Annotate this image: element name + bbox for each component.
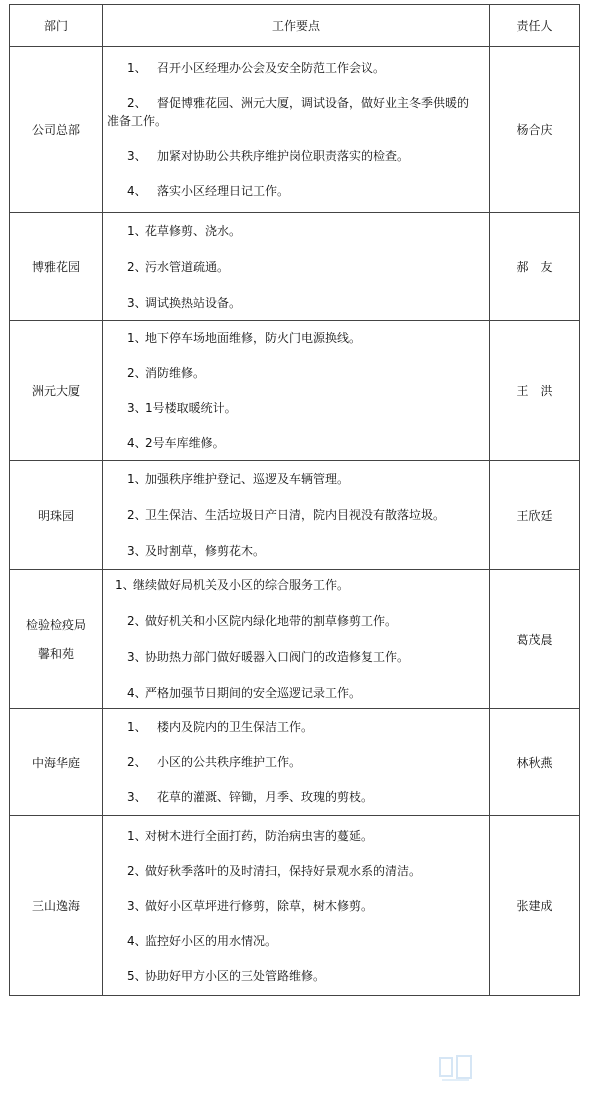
task-item (103, 147, 483, 165)
task-text: 落实小区经理日记工作。 (157, 184, 290, 198)
task-number: 2、 (127, 614, 147, 628)
task-text: 协助热力部门做好暖器入口阀门的改造修复工作。 (145, 650, 410, 664)
tasks-cell (103, 321, 490, 461)
task-item (103, 932, 483, 950)
task-number: 3、 (127, 295, 147, 310)
task-text: 消防维修。 (145, 366, 206, 380)
task-number: 3、 (127, 544, 147, 558)
task-text: 做好秋季落叶的及时清扫，保持好景观水系的清洁。 (145, 863, 422, 878)
task-text: 做好小区草坪进行修剪，除草，树木修剪。 (145, 898, 374, 913)
task-item (103, 967, 483, 985)
tasks-cell (103, 709, 490, 816)
work-plan-table (9, 4, 580, 996)
tasks-cell (103, 213, 490, 321)
dept-name: 中海华庭 (31, 755, 80, 770)
person-cell: 葛茂晨 (490, 570, 580, 709)
task-item (103, 648, 483, 666)
task-number: 1、 (115, 578, 135, 592)
dept-cell (10, 461, 103, 570)
task-item (103, 364, 483, 382)
task-number: 1、 (127, 828, 147, 843)
dept-name: 检验检疫局 (25, 618, 86, 632)
task-item (103, 862, 483, 880)
tasks-cell (103, 47, 490, 213)
dept-cell (10, 709, 103, 816)
tasks-cell (103, 570, 490, 709)
task-number: 2、 (127, 96, 147, 110)
task-text: 小区的公共秩序维护工作。 (157, 755, 302, 769)
person-cell: 王欣廷 (490, 461, 580, 570)
dept-name: 明珠园 (37, 508, 74, 523)
task-item (103, 399, 483, 417)
task-text: 地下停车场地面维修，防火门电源换线。 (145, 331, 362, 345)
task-text: 卫生保洁、生活垃圾日产日清，院内目视没有散落垃圾。 (145, 508, 446, 522)
task-number: 2、 (127, 366, 147, 380)
task-number: 1、 (127, 61, 147, 75)
task-number: 4、 (127, 933, 147, 948)
task-number: 2、 (127, 259, 147, 274)
task-text: 继续做好局机关及小区的综合服务工作。 (133, 578, 350, 592)
table-row (10, 709, 580, 816)
table-row (10, 816, 580, 996)
task-text: 污水管道疏通。 (145, 259, 230, 274)
task-number: 4、 (127, 184, 147, 198)
task-number: 3、 (127, 149, 147, 163)
task-number: 2、 (127, 755, 147, 769)
table-row (10, 47, 580, 213)
task-text: 督促博雅花园、洲元大厦，调试设备，做好业主冬季供暖的 (157, 96, 470, 110)
task-item (103, 788, 483, 806)
task-number: 3、 (127, 650, 147, 664)
task-text-continued: 准备工作。 (107, 114, 168, 128)
task-text: 协助好甲方小区的三处管路维修。 (145, 968, 326, 983)
table-row (10, 321, 580, 461)
tasks-cell (103, 816, 490, 996)
task-number: 3、 (127, 401, 147, 415)
header-dept: 部门 (10, 5, 103, 47)
task-text: 加强秩序维护登记、巡逻及车辆管理。 (145, 472, 350, 486)
person-cell: 王 洪 (490, 321, 580, 461)
dept-name: 洲元大厦 (31, 384, 80, 398)
task-item (103, 94, 483, 112)
task-number: 4、 (127, 686, 147, 700)
watermark-logo (437, 1052, 475, 1084)
dept-name: 公司总部 (31, 123, 80, 137)
task-number: 2、 (127, 863, 147, 878)
task-item (103, 753, 483, 771)
person-cell: 张建成 (490, 816, 580, 996)
header-person: 责任人 (490, 5, 580, 47)
dept-name: 三山逸海 (31, 899, 80, 913)
task-number: 1、 (127, 331, 147, 345)
header-tasks: 工作要点 (103, 5, 490, 47)
task-item (103, 258, 483, 276)
dept-name: 馨和苑 (37, 647, 74, 661)
task-text: 及时割草，修剪花木。 (145, 544, 266, 558)
task-item (103, 612, 483, 630)
task-item (103, 59, 483, 77)
task-item (103, 294, 483, 312)
person-cell: 杨合庆 (490, 47, 580, 213)
task-number: 2、 (127, 508, 147, 522)
task-item (103, 434, 483, 452)
task-item (103, 684, 483, 702)
task-item (103, 222, 483, 240)
table-row (10, 461, 580, 570)
task-item (103, 470, 483, 488)
tasks-cell (103, 461, 490, 570)
task-item (103, 506, 483, 524)
task-item (103, 329, 483, 347)
task-number: 1、 (127, 223, 147, 238)
dept-cell (10, 47, 103, 213)
task-text: 楼内及院内的卫生保洁工作。 (157, 720, 314, 734)
task-text: 对树木进行全面打药，防治病虫害的蔓延。 (145, 828, 374, 843)
dept-cell (10, 213, 103, 321)
task-item (103, 827, 483, 845)
task-text: 召开小区经理办公会及安全防范工作会议。 (157, 61, 386, 75)
person-cell: 林秋燕 (490, 709, 580, 816)
task-number: 3、 (127, 790, 147, 804)
task-number: 1、 (127, 472, 147, 486)
task-text: 调试换热站设备。 (145, 295, 242, 310)
table-row (10, 213, 580, 321)
table-row (10, 570, 580, 709)
task-text: 严格加强节日期间的安全巡逻记录工作。 (145, 686, 362, 700)
task-text: 1号楼取暖统计。 (145, 401, 237, 415)
header-row (10, 5, 580, 47)
task-number: 5、 (127, 968, 147, 983)
person-cell: 郝 友 (490, 213, 580, 321)
dept-cell (10, 321, 103, 461)
task-number: 3、 (127, 898, 147, 913)
dept-name: 博雅花园 (31, 260, 80, 274)
task-text: 花草修剪、浇水。 (145, 223, 242, 238)
task-number: 1、 (127, 720, 147, 734)
task-text: 监控好小区的用水情况。 (145, 933, 278, 948)
task-text: 2号车库维修。 (145, 436, 225, 450)
dept-cell (10, 816, 103, 996)
task-text: 加紧对协助公共秩序维护岗位职责落实的检查。 (157, 149, 410, 163)
dept-cell (10, 570, 103, 709)
task-text: 做好机关和小区院内绿化地带的割草修剪工作。 (145, 614, 398, 628)
task-item (103, 718, 483, 736)
task-text: 花草的灌溉、锌锄，月季、玫瑰的剪枝。 (157, 790, 374, 804)
task-number: 4、 (127, 436, 147, 450)
task-item (103, 182, 483, 200)
task-item (103, 576, 483, 594)
task-item (103, 542, 483, 560)
task-item (103, 897, 483, 915)
